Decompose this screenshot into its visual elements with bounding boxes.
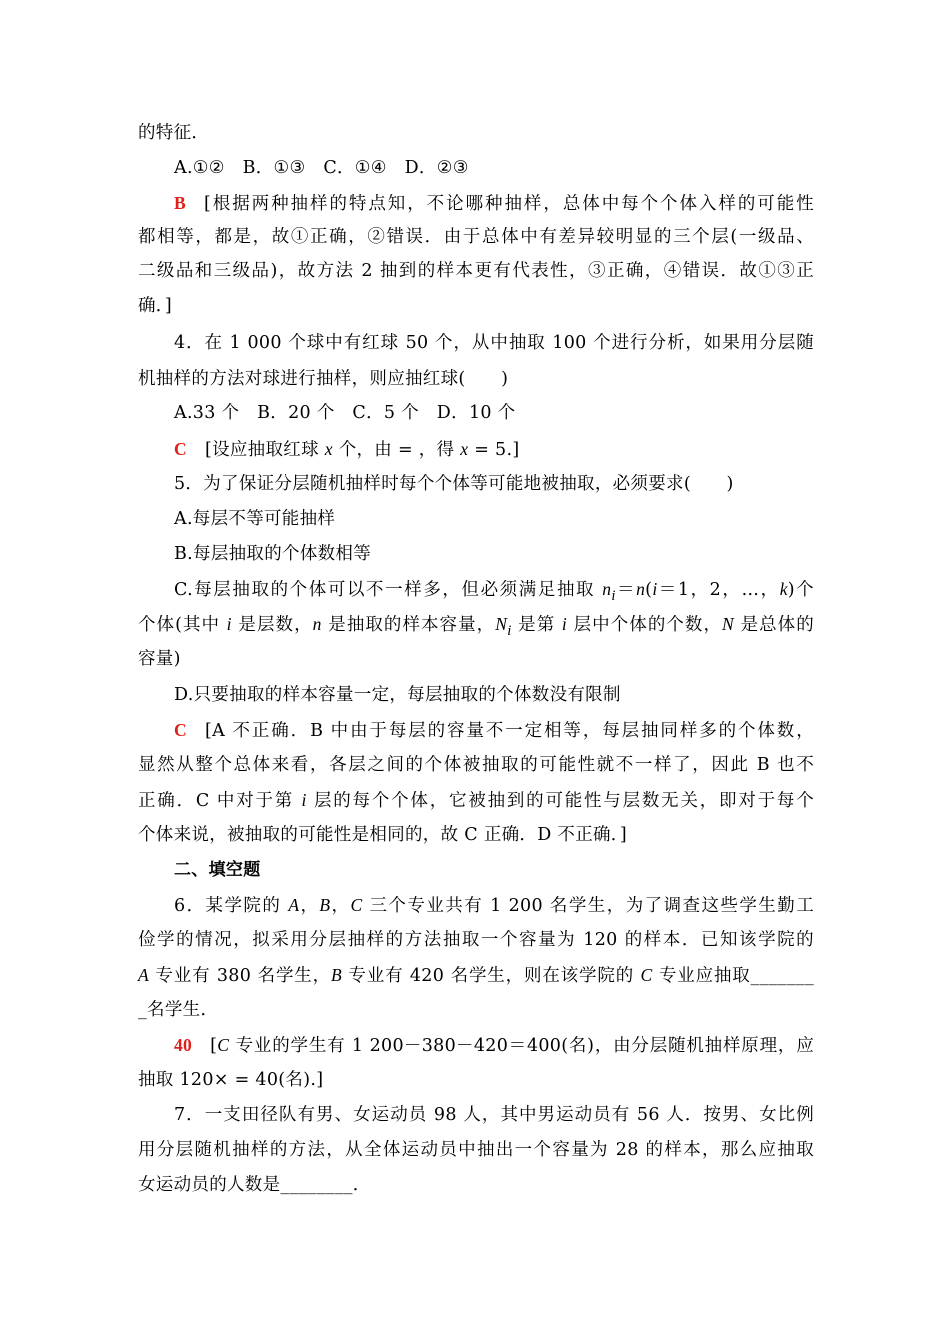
math-var: C: [217, 1035, 230, 1055]
text-line: 俭学的情况，拟采用分层抽样的方法抽取一个容量为 120 的样本．已知该学院的: [138, 930, 814, 950]
q6-answer-line: [174, 1033, 814, 1058]
text-span: 正确．C 中对于第: [138, 791, 302, 811]
math-var: C: [350, 895, 363, 915]
text-span: = 5.]: [468, 440, 520, 460]
math-var: A: [138, 965, 149, 985]
q5-question: 5．为了保证分层随机抽样时每个个体等可能地被抽取，必须要求( ): [174, 474, 734, 494]
text-line: 个体来说，被抽取的可能性是相同的，故 C 正确．D 不正确．]: [138, 825, 627, 845]
math-var: i: [561, 614, 568, 634]
q3-answer-line: [174, 191, 814, 216]
text-span: ，: [330, 896, 351, 916]
text-line: 确．]: [138, 296, 172, 316]
text-span: [A 不正确．B 中由于每层的容量不一定相等，每层抽同样多的个体数，: [204, 721, 814, 741]
math-var: C: [640, 965, 653, 985]
q5-option-c: [174, 577, 814, 608]
text-line: _名学生．: [138, 1000, 219, 1020]
math-var: n: [636, 579, 646, 599]
math-var: i: [507, 622, 512, 639]
text-span: C.每层抽取的个体可以不一样多，但必须满足抽取: [174, 580, 603, 600]
answer-badge: B: [174, 193, 186, 213]
text-span: [设应抽取红球: [204, 440, 325, 460]
text-span: [根据两种抽样的特点知，不论哪种抽样，总体中每个个体入样的可能性: [203, 194, 814, 214]
math-var: A: [288, 895, 300, 915]
text-span: 个，由 = ，得: [332, 440, 461, 460]
text-line: [138, 612, 814, 643]
text-line: 容量): [138, 649, 181, 669]
text-line: 用分层随机抽样的方法，从全体运动员中抽出一个容量为 28 的样本，那么应抽取: [138, 1140, 814, 1160]
text-span: 是总体的: [733, 615, 815, 635]
q5-option-d: D.只要抽取的样本容量一定，每层抽取的个体数没有限制: [174, 685, 621, 705]
math-var: N: [722, 614, 734, 634]
math-var: i: [611, 587, 616, 604]
answer-badge: C: [174, 720, 187, 740]
math-var: B: [319, 895, 331, 915]
text-span: )个: [787, 580, 814, 600]
text-span: 专业有 420 名学生，则在该学院的: [342, 966, 641, 986]
text-span: 专业应抽取_______: [652, 966, 814, 986]
text-span: [: [210, 1036, 218, 1056]
q4-question: 4．在 1 000 个球中有红球 50 个，从中抽取 100 个进行分析，如果用分层随: [174, 333, 814, 353]
q5-option-a: A.每层不等可能抽样: [174, 509, 336, 529]
answer-badge: 40: [174, 1035, 193, 1055]
q5-answer-line: [174, 718, 814, 743]
math-var: k: [779, 579, 788, 599]
text-span: 专业的学生有 1 200－380－420＝400(名)，由分层随机抽样原理，应: [229, 1036, 814, 1056]
math-var: B: [331, 965, 342, 985]
text-span: ，: [299, 896, 320, 916]
math-var: i: [226, 614, 232, 634]
math-var: x: [460, 439, 469, 459]
text-span: 个体(其中: [138, 615, 227, 635]
text-line: 抽取 120× = 40(名).]: [138, 1070, 324, 1090]
answer-badge: C: [174, 439, 187, 459]
text-line: 二级品和三级品)，故方法 2 抽到的样本更有代表性，③正确，④错误．故①③正: [138, 261, 814, 281]
text-span: 专业有 380 名学生，: [149, 966, 331, 986]
text-span: 6．某学院的: [174, 896, 289, 916]
q7-question: 7．一支田径队有男、女运动员 98 人，其中男运动员有 56 人．按男、女比例: [174, 1105, 814, 1125]
text-line: 机抽样的方法对球进行抽样，则应抽红球( ): [138, 369, 509, 389]
text-span: 是层数，: [231, 615, 313, 635]
text-line: 都相等，都是，故①正确，②错误．由于总体中有差异较明显的三个层(一级品、: [138, 227, 814, 247]
math-var: n: [312, 614, 322, 634]
text-span: 是第: [511, 615, 562, 635]
q3-options: A.①② B．①③ C．①④ D．②③: [174, 158, 469, 178]
section-heading: 二、填空题: [174, 860, 261, 880]
text-span: 三个专业共有 1 200 名学生，为了调查这些学生勤工: [362, 896, 814, 916]
q4-options: A.33 个 B．20 个 C．5 个 D．10 个: [174, 403, 516, 423]
text-span: 层的每个个体，它被抽到的可能性与层数无关，即对于每个: [306, 791, 815, 811]
math-var: i: [301, 790, 307, 810]
text-span: 是抽取的样本容量，: [321, 615, 496, 635]
text-line: 女运动员的人数是________．: [138, 1175, 371, 1195]
text-line: [138, 963, 814, 988]
text-span: 层中个体的个数，: [567, 615, 722, 635]
text-line: [138, 788, 814, 813]
text-line: 的特征．: [138, 123, 210, 143]
q4-answer-line: [174, 437, 814, 462]
text-span: ＝: [615, 580, 637, 600]
q5-option-b: B.每层抽取的个体数相等: [174, 544, 372, 564]
text-span: ＝1，2，…，: [657, 580, 780, 600]
text-line: 显然从整个总体来看，各层之间的个体被抽取的可能性就不一样了，因此 B 也不: [138, 755, 814, 775]
math-var: i: [652, 579, 658, 599]
math-var: x: [324, 439, 333, 459]
text-span: (: [645, 580, 653, 600]
math-var: n: [602, 579, 612, 599]
q6-question: [174, 893, 814, 918]
math-var: N: [495, 614, 508, 634]
